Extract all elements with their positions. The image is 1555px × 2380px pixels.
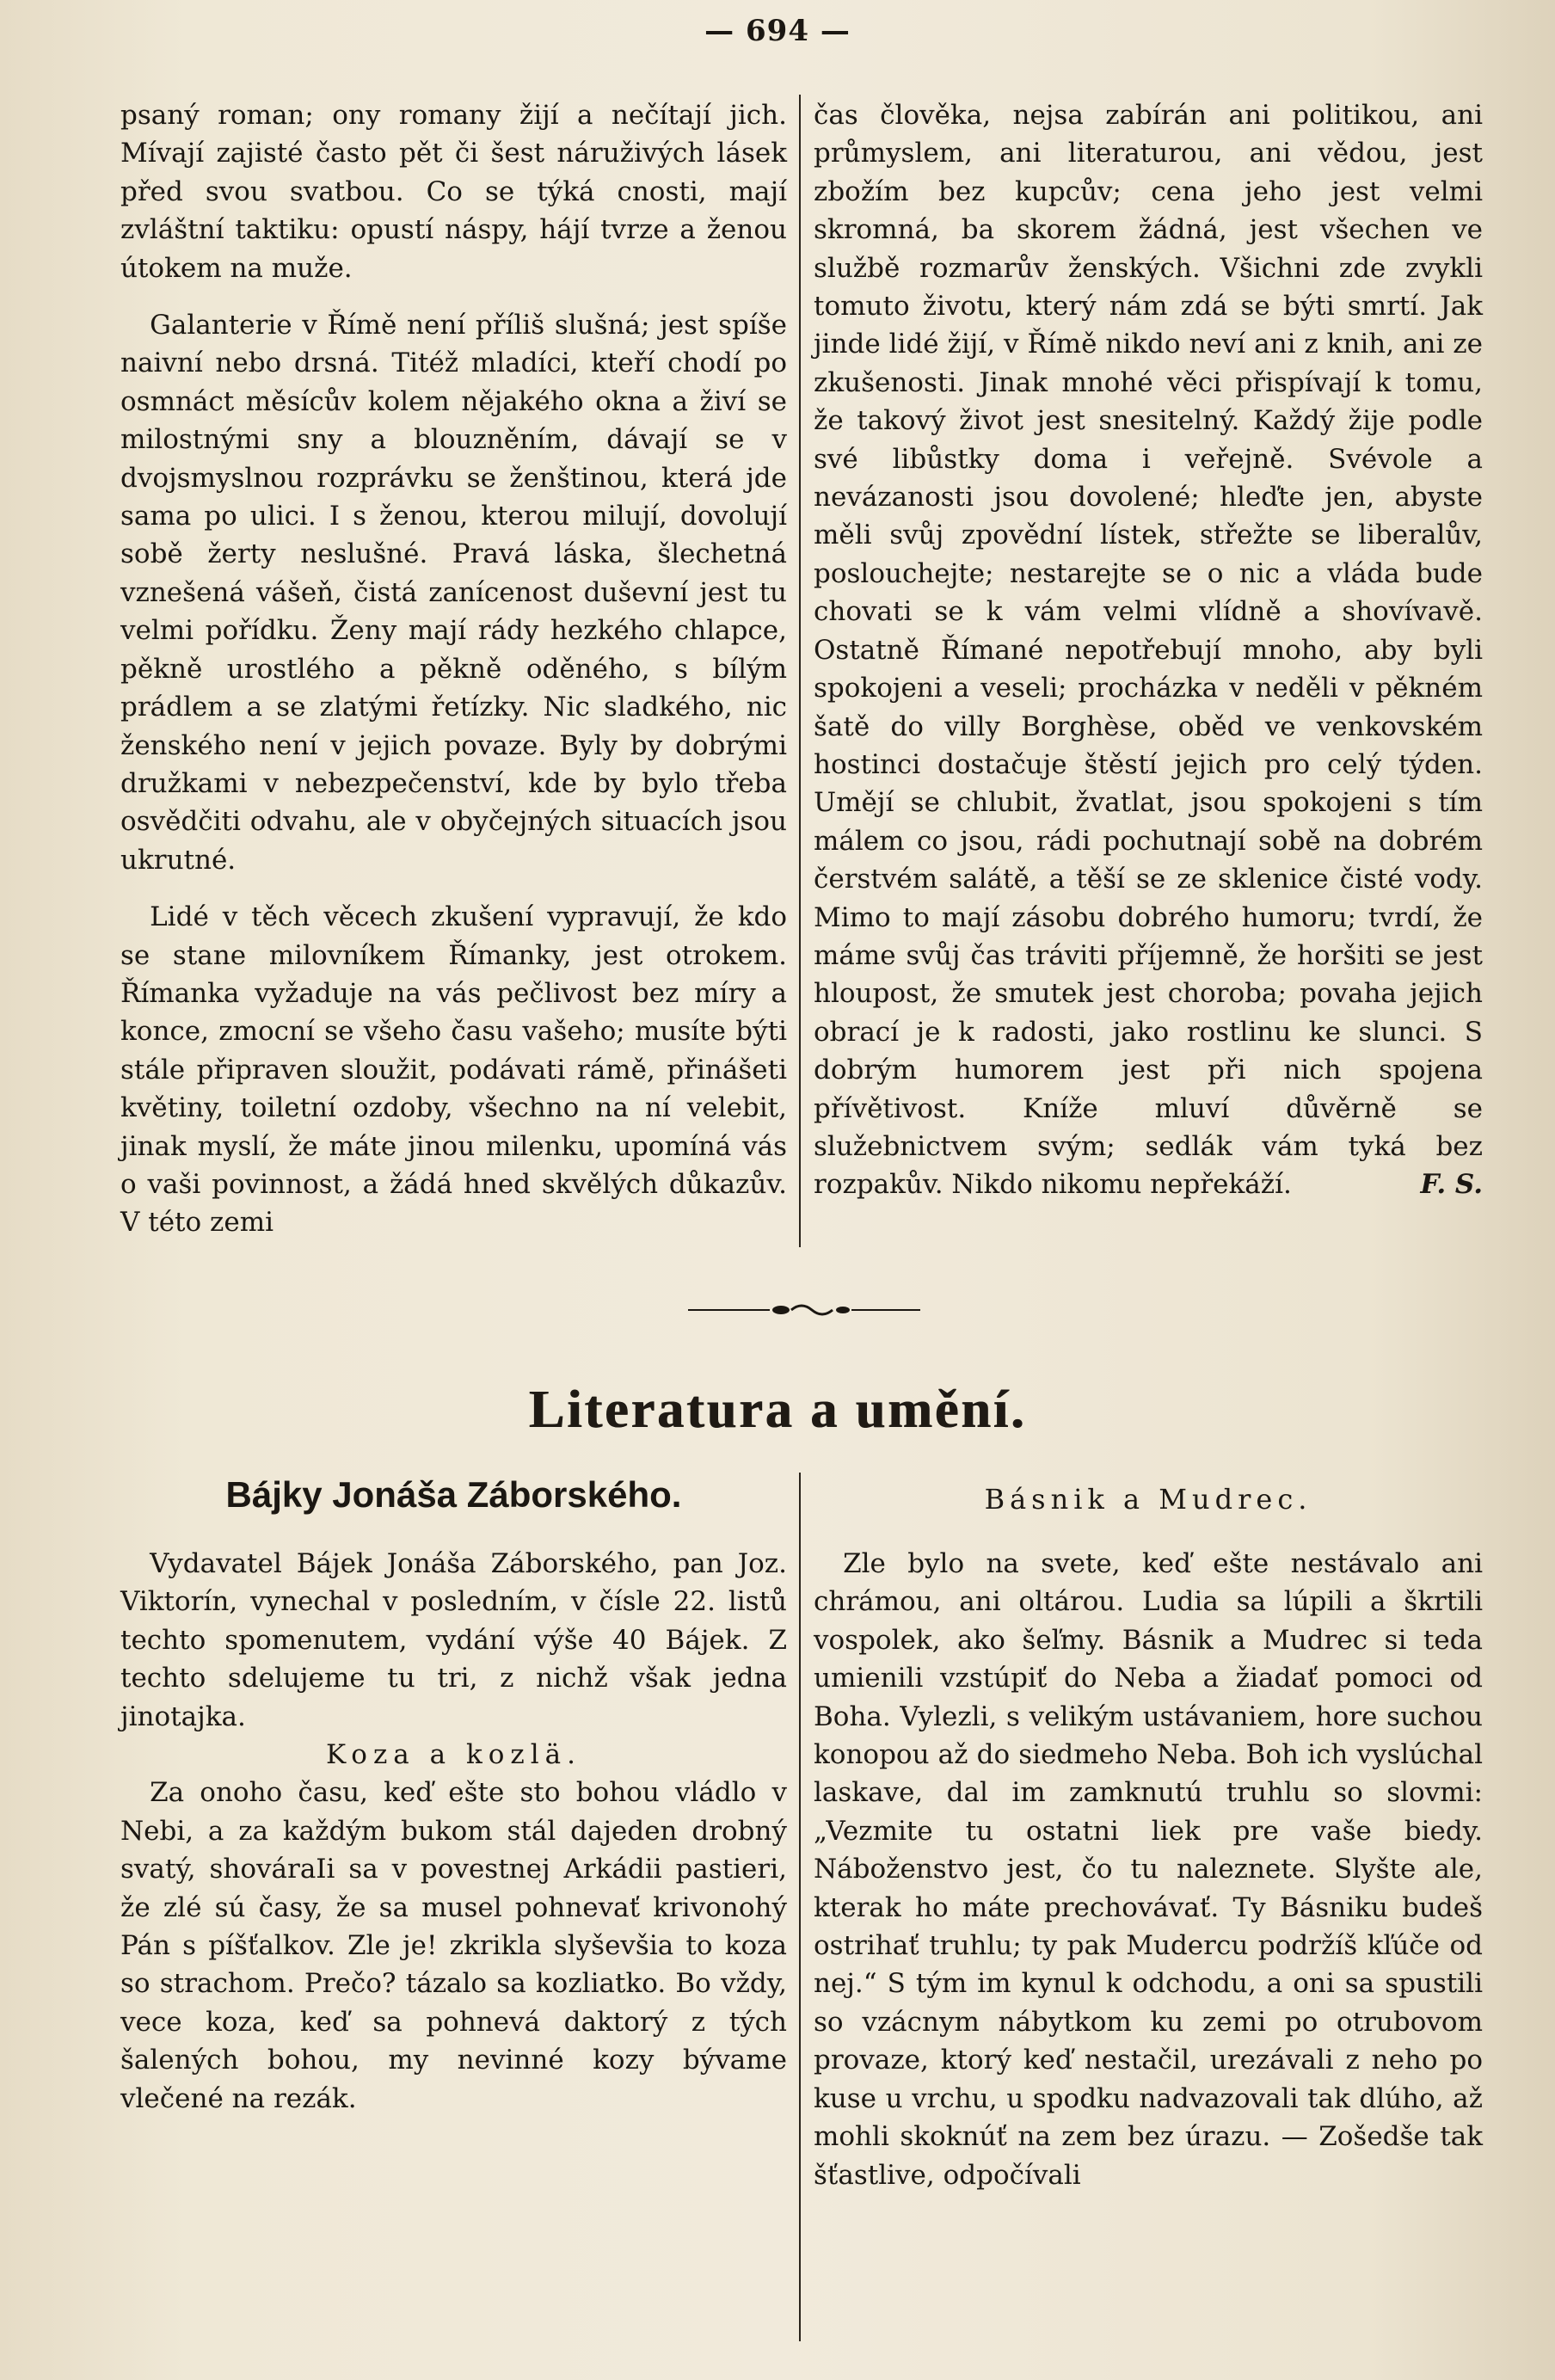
signature: F. S. [1420,1169,1483,1201]
article-intro: Vydavatel Bájek Jonáša Záborského, pan Joz. Viktorín, vynechal v posledním, v čísle 22. listů techto spomenutem, vydání výše 40 Bájek. Z techto sdelujeme tu tri, z nichž však jedna jinotajka. [120,1548,787,1732]
page-number: — 694 — [704,14,851,48]
article-title-basnik: Básnik a Mudrec. [984,1483,1312,1516]
top-left-paragraph-1: psaný roman; ony romany žijí a nečítají jich. Mívají zajisté často pět či šest náruživých lásek před svou svatbou. Co se týká cnosti, mají zvláštní taktiku: opustí náspy, hájí tvrze a ženou útokem na muže. [120,100,787,284]
top-right-column [814,96,1483,1204]
top-left-paragraph-2: Galanterie v Římě není příliš slušná; jest spíše naivní nebo drsná. Titéž mladíci, kteří chodí po osmnáct měsícův kolem nějakého okna a živí se milostnými sny a blouzněním, dávají se v dvojsmyslnou rozprávku se ženštinou, která jde sama po ulici. I s ženou, kterou milují, dovolují sobě žerty neslušné. Pravá láska, šlechetná vznešená vášeň, čistá zanícenost duševní jest tu velmi pořídku. Ženy mají rády hezkého chlapce, pěkně urostlého a pěkně oděného, s bílým prádlem a se zlatými řetízky. Nic sladkého, nic ženského není v jejich povaze. Byly by dobrými družkami v nebezpečenství, kde by bylo třeba osvědčiti odvahu, ale v obyčejných situacích jsou ukrutné. [120,310,787,876]
fable-text: Za onoho času, keď ešte sto bohou vládlo v Nebi, a za každým bukom stál dajeden drobný svatý, shováraIi sa v povestnej Arkádii pastieri, že zlé sú časy, že sa musel pohnevať krivonohý Pán s píšťalkov. Zle je! zkrikla slyševšia to koza so strachom. Prečo? tázalo sa kozliatko. Bo vždy, vece koza, keď sa pohnevá daktorý z tých šalených bohou, my nevinné kozy bývame vlečené na rezák. [120,1777,787,2114]
top-right-paragraph: čas člověka, nejsa zabírán ani politikou, ani průmyslem, ani literaturou, ani vědou, jest zbožím bez kupcův; cena jeho jest velmi skromná, ba skorem žádná, jest všechen ve službě rozmarův ženských. Všichni zde zvykli tomuto živοtu, který nám zdá se býti smrtí. Jak jinde lidé žijí, v Římě nikdo neví ani z knih, ani ze zkušenosti. Jinak mnohé věci přispívají k tomu, že takový život jest snesitelný. Každý žije podle své libůstky doma i veřejně. Svévole a nevázanosti jsou dovolené; hleďte jen, abyste měli svůj zpovědní lístek, střežte se liberalův, poslouchejte; nestarejte se o nic a vláda bude chovati se k vám velmi vlídně a shovívavě. Ostatně Římané nepotřebují mnoho, aby byli spokojeni a veseli; procházka v neděli v pěkném šatě do villy Borghèse, oběd ve venkovském hostinci dostačuje štěstí jejich pro celý týden. Umějí se chlubit, žvatlat, jsou spokojeni s tím málem co jsou, rádi pochutnají sobě na dobrém čerstvém salátě, a těší se ze sklenice čisté vody. Mimo to mají zásobu dobrého humoru; tvrdí, že máme svůj čas tráviti příjemně, že horšiti se jest hloupost, že smutek jest choroba; povaha jejich obrací je k radosti, jako rostlinu ke slunci. S dobrým humorem jest při nich spojena přívětivost. Kníže mluví důvěrně se služebnictvem svým; sedlák vám tyká bez rozpakův. Nikdo nikomu nepřekáží. [814,100,1483,1201]
column-divider-top [799,95,801,1247]
top-left-column [120,96,787,1242]
bottom-right-column [814,1545,1483,2194]
ornament-divider [688,1297,920,1323]
bottom-left-column [120,1545,787,2118]
column-divider-bottom [799,1473,801,2341]
section-title: Literatura a umění. [528,1381,1027,1439]
poem-text: Zle bylo na svete, keď ešte nestávalo ani chrámou, ani oltárou. Ludia sa lúpili a škrtili vospolek, ako šeľmy. Básnik a Mudrec si teda umienili vzstúpiť do Neba a žiadať pomoci od Boha. Vylezli, s velikým ustávaniem, hore suchou konopou až do siedmeho Neba. Boh ich vyslúchal laskave, dal im zamknutú truhlu so slovmi: „Vezmite tu ostatni liek pre vaše biedy. Náboženstvo jest, čo tu naleznete. Slyšte ale, kterak ho máte prechovávať. Ty Básniku budeš ostrihať truhlu; ty pak Mudercu podržíš kľúče od nej.“ S tým im kynul k odchodu, a oni sa spustili so vzácnym nábytkom ku zemi po otrubovom provaze, ktorý keď nestačil, urezávali z neho po kuse u vrchu, u spodku nadvazovali tak dlúho, až mohli skoknúť na zem bez úrazu. — Zošedše tak šťastlive, odpočívali [814,1548,1483,2191]
top-left-paragraph-3: Lidé v těch věcech zkušení vypravují, že kdo se stane milovníkem Římanky, jest otrokem. Římanka vyžaduje na vás pečlivost bez míry a konce, zmocní se všeho času vašeho; musíte býti stále připraven sloužit, podávati rámě, přinášeti květiny, toiletní ozdoby, všechno na ní velebit, jinak myslí, že máte jinou milenku, upomíná vás o vaši povinnost, a žádá hned skvělých důkazův. V této zemi [120,901,787,1239]
article-title-bajky: Bájky Jonáša Záborského. [225,1474,682,1515]
fable-title: Koza a kozlä. [325,1739,582,1771]
